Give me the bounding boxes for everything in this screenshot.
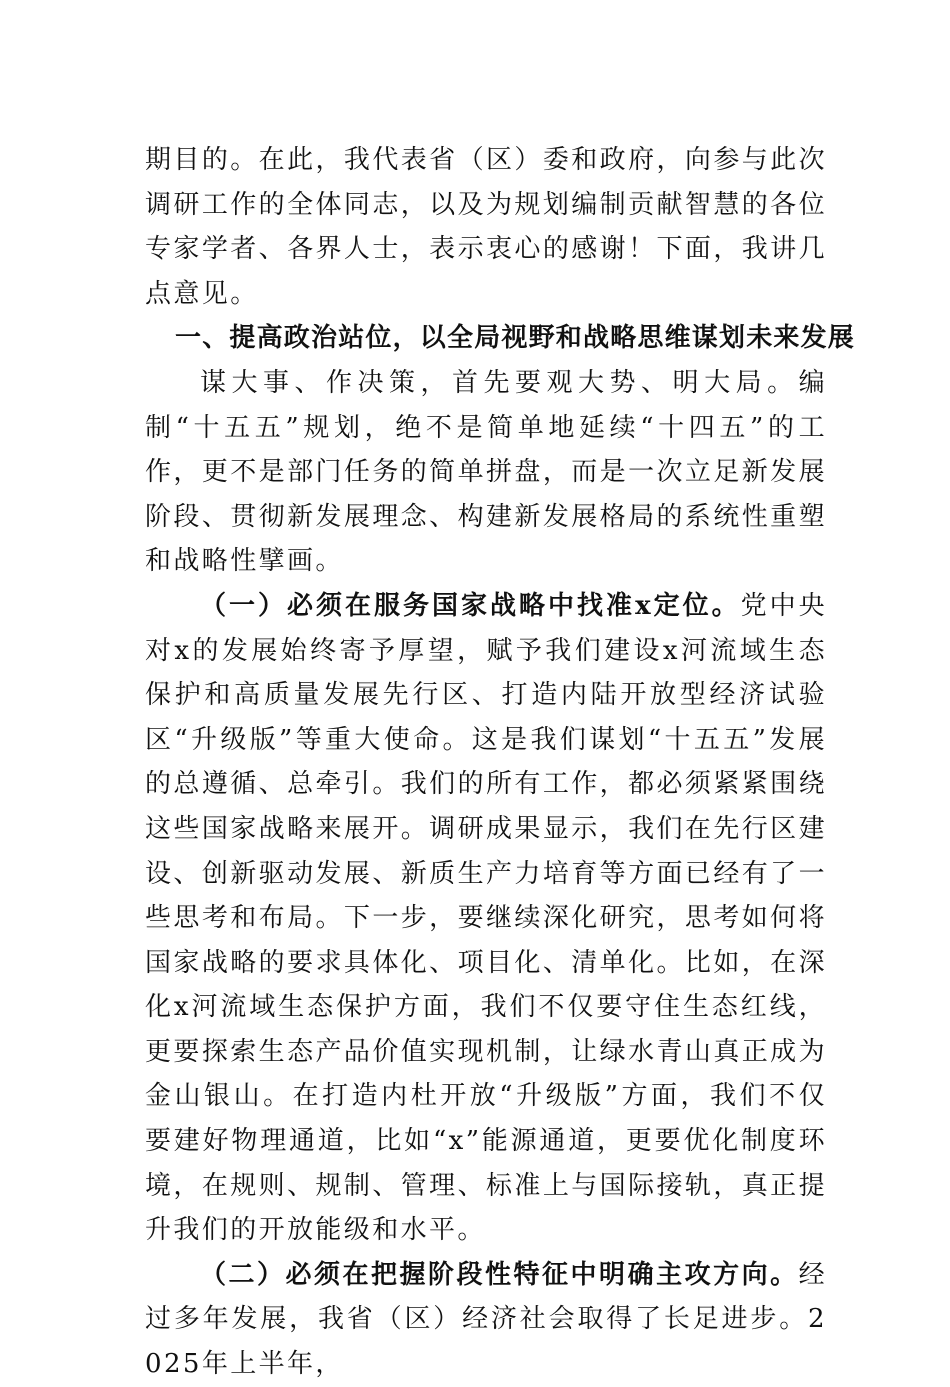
paragraph-subsection-2 bbox=[145, 1253, 827, 1387]
paragraph-closing-remarks bbox=[145, 138, 827, 316]
subsection-lead-2: （二）必须在把握阶段性特征中明确主攻方向。 bbox=[200, 1259, 799, 1290]
paragraph-overview bbox=[145, 361, 827, 584]
section-heading-text: 一、提高政治站位，以全局视野和战略思维谋划未来发展 bbox=[175, 323, 856, 354]
subsection-lead-1: （一）必须在服务国家战略中找准x定位。 bbox=[200, 590, 741, 621]
paragraph-subsection-1 bbox=[145, 584, 827, 1253]
paragraph-text: 党中央对x的发展始终寄予厚望，赋予我们建设x河流域生态保护和高质量发展先行区、打造内陆开放型经济试验区“升级版”等重大使命。这是我们谋划“十五五”发展的总遵循、总牵引。我们的所有工作，都必须紧紧围绕这些国家战略来展开。调研成果显示，我们在先行区建设、创新驱动发展、新质生产力培育等方面已经有了一些思考和布局。下一步，要继续深化研究，思考如何将国家战略的要求具体化、项目化、清单化。比如，在深化x河流域生态保护方面，我们不仅要守住生态红线，更要探索生态产品价值实现机制，让绿水青山真正成为金山银山。在打造内杜开放“升级版”方面，我们不仅要建好物理通道，比如“x”能源通道，更要优化制度环境，在规则、规制、管理、标准上与国际接轨，真正提升我们的开放能级和水平。 bbox=[145, 590, 828, 1246]
document-body bbox=[145, 138, 856, 1387]
paragraph-text: 期目的。在此，我代表省（区）委和政府，向参与此次调研工作的全体同志，以及为规划编制贡献智慧的各位专家学者、各界人士，表示衷心的感谢！下面，我讲几点意见。 bbox=[145, 145, 827, 309]
section-heading-1 bbox=[145, 316, 856, 361]
paragraph-text: 谋大事、作决策，首先要观大势、明大局。编制“十五五”规划，绝不是简单地延续“十四五”的工作，更不是部门任务的简单拼盘，而是一次立足新发展阶段、贯彻新发展理念、构建新发展格局的系统性重塑和战略性擘画。 bbox=[145, 367, 827, 577]
paragraph-text: 经过多年发展，我省（区）经济社会取得了长足进步。2025年上半年， bbox=[145, 1259, 827, 1380]
